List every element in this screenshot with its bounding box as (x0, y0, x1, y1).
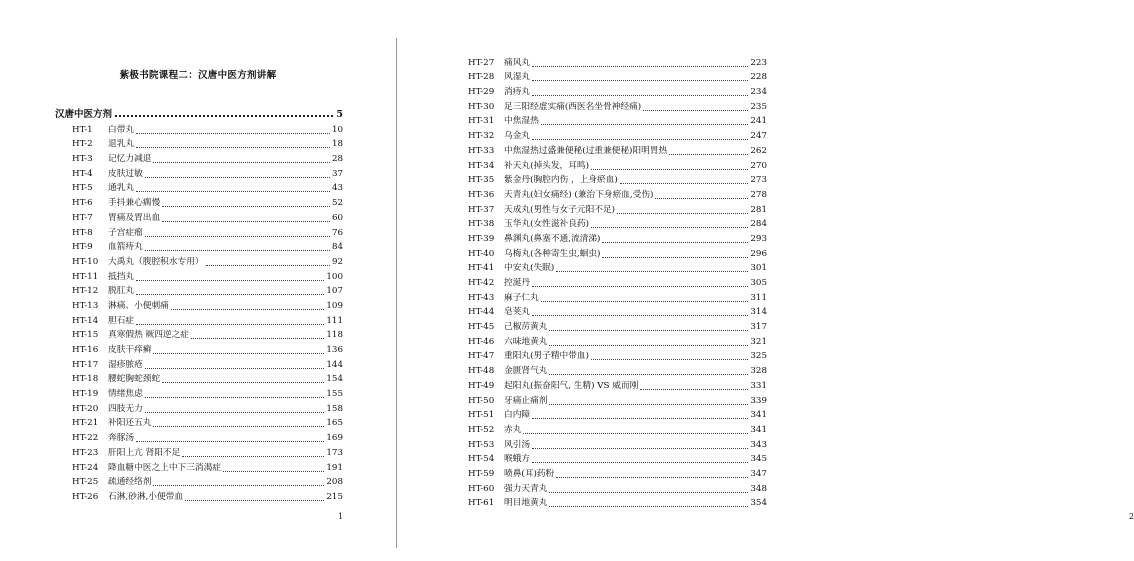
toc-entry[interactable] (72, 239, 343, 254)
toc-entry-code: HT-4 (72, 168, 93, 179)
toc-entry-label: 腰蛇胸蛇颈蛇 (108, 374, 161, 385)
toc-entry[interactable] (468, 274, 767, 289)
toc-leader-dots (532, 66, 748, 67)
toc-entry[interactable] (72, 150, 343, 165)
toc-entry-page: 60 (331, 212, 343, 223)
toc-entry-page: 247 (750, 131, 767, 142)
section-leader-dots (115, 115, 333, 117)
toc-entry[interactable] (72, 371, 343, 386)
toc-entry-page: 107 (326, 286, 343, 297)
toc-entry[interactable] (468, 142, 767, 157)
toc-entry-page: 144 (326, 359, 343, 370)
toc-entry[interactable] (72, 312, 343, 327)
toc-entry-code: HT-3 (72, 154, 93, 165)
toc-entry-label: 牙痛止痛剂 (504, 395, 548, 406)
toc-entry-label: 湿疹脓疮 (108, 359, 143, 370)
toc-entry-label: 中安丸(失眠) (504, 263, 555, 274)
toc-entry-label: 重阳丸(男子精中带血) (504, 351, 589, 362)
toc-entry[interactable] (72, 385, 343, 400)
toc-entry-label: 中焦湿热过盛兼便秘(过重兼便秘)阳明胃热 (504, 145, 668, 156)
toc-entry-page: 339 (750, 395, 767, 406)
toc-entry[interactable] (72, 459, 343, 474)
toc-entry-label: 麻子仁丸 (504, 292, 539, 303)
toc-entry[interactable] (468, 201, 767, 216)
toc-entry-code: HT-5 (72, 183, 93, 194)
toc-entry[interactable] (72, 194, 343, 209)
section-heading-page: 5 (336, 109, 343, 120)
toc-entry-label: 天成丸(男性与女子元阳不足) (504, 204, 616, 215)
toc-entry-label: 疏通经络剂 (108, 477, 152, 488)
toc-entry-label: 血箭痔丸 (108, 242, 143, 253)
toc-entry-page: 293 (750, 233, 767, 244)
toc-entry-label: 抵挡丸 (108, 271, 135, 282)
toc-entry-label: 紫金丹(胸腔内伤 ，上身瘀血) (504, 175, 618, 186)
toc-entry-code: HT-30 (468, 101, 495, 112)
toc-entry-code: HT-53 (468, 439, 495, 450)
toc-entry-code: HT-44 (468, 307, 495, 318)
toc-entry[interactable] (72, 224, 343, 239)
toc-entry-page: 296 (750, 248, 767, 259)
toc-entry-code: HT-61 (468, 498, 495, 509)
toc-entry-code: HT-29 (468, 87, 495, 98)
toc-entry-page: 165 (326, 418, 343, 429)
toc-leader-dots (145, 177, 330, 178)
toc-leader-dots (549, 330, 748, 331)
toc-entry-code: HT-33 (468, 145, 495, 156)
toc-entry[interactable] (72, 297, 343, 312)
toc-entry-page: 169 (326, 433, 343, 444)
section-heading-label: 汉唐中医方剂 (55, 109, 113, 120)
toc-entry-code: HT-43 (468, 292, 495, 303)
toc-entry-code: HT-37 (468, 204, 495, 215)
toc-entry[interactable] (72, 444, 343, 459)
toc-entry-label: 子宫症瘤 (108, 227, 143, 238)
document-title: 紫极书院课程二：汉唐中医方剂讲解 (119, 70, 277, 81)
toc-leader-dots (643, 110, 748, 111)
toc-entry-label: 控涎丹 (504, 278, 531, 288)
toc-entry-label: 皮肤干痒癣 (108, 345, 152, 355)
toc-entry[interactable] (468, 113, 767, 128)
toc-entry-page: 136 (326, 345, 343, 355)
toc-leader-dots (669, 154, 748, 155)
toc-entry[interactable] (72, 136, 343, 151)
toc-entry-page: 331 (750, 380, 767, 391)
toc-entry-label: 皂荚丸 (504, 307, 531, 318)
toc-leader-dots (591, 169, 748, 170)
toc-entry[interactable] (468, 377, 767, 392)
toc-leader-dots (532, 139, 748, 140)
toc-entry-label: 六味地黄丸 (504, 336, 548, 347)
toc-leader-dots (556, 271, 748, 272)
toc-list-right (468, 54, 767, 509)
toc-entry-label: 消痔丸 (504, 87, 531, 98)
toc-entry-label: 金匮肾气丸 (504, 366, 548, 377)
toc-entry[interactable] (468, 260, 767, 275)
toc-entry-label: 喉蛾方 (504, 454, 531, 465)
toc-entry-page: 305 (750, 278, 767, 288)
toc-entry-page: 328 (750, 366, 767, 377)
toc-entry[interactable] (468, 436, 767, 451)
toc-leader-dots (162, 382, 324, 383)
toc-entry[interactable] (72, 341, 343, 356)
toc-entry-page: 281 (750, 204, 767, 215)
toc-entry[interactable] (468, 407, 767, 422)
toc-entry-page: 314 (750, 307, 767, 318)
toc-entry[interactable] (72, 400, 343, 415)
toc-entry[interactable] (468, 157, 767, 172)
toc-leader-dots (532, 448, 748, 449)
toc-entry-code: HT-25 (72, 477, 99, 488)
toc-entry[interactable] (72, 283, 343, 298)
toc-entry-code: HT-52 (468, 424, 495, 435)
toc-entry-code: HT-18 (72, 374, 99, 385)
toc-leader-dots (206, 265, 330, 266)
toc-entry-code: HT-2 (72, 139, 93, 150)
toc-entry-page: 234 (750, 87, 767, 98)
toc-entry-code: HT-48 (468, 366, 495, 377)
toc-entry[interactable] (72, 165, 343, 180)
toc-entry-label: 大禹丸（腹腔积水专用） (108, 256, 204, 267)
toc-entry[interactable] (72, 180, 343, 195)
toc-entry[interactable] (468, 392, 767, 407)
toc-entry-page: 154 (326, 374, 343, 385)
toc-entry-page: 223 (750, 57, 767, 68)
toc-entry-code: HT-15 (72, 330, 99, 341)
toc-entry-label: 补阳还五丸 (108, 418, 152, 429)
toc-entry[interactable] (468, 495, 767, 510)
toc-entry-page: 301 (750, 263, 767, 274)
toc-entry-code: HT-32 (468, 131, 495, 142)
toc-leader-dots (153, 426, 324, 427)
toc-leader-dots (136, 324, 324, 325)
toc-entry[interactable] (468, 230, 767, 245)
toc-entry[interactable] (72, 474, 343, 489)
toc-leader-dots (191, 338, 324, 339)
toc-entry-label: 起阳丸(振奋阳气, 生精) VS 威而刚 (504, 380, 639, 391)
toc-entry[interactable] (468, 304, 767, 319)
toc-entry-page: 278 (750, 189, 767, 200)
toc-leader-dots (640, 389, 748, 390)
toc-entry-code: HT-36 (468, 189, 495, 200)
toc-leader-dots (532, 80, 748, 81)
toc-entry-page: 311 (750, 292, 767, 303)
toc-entry-code: HT-10 (72, 256, 99, 267)
toc-entry-code: HT-51 (468, 410, 495, 421)
toc-entry[interactable] (468, 54, 767, 69)
toc-entry[interactable] (468, 421, 767, 436)
toc-entry[interactable] (468, 186, 767, 201)
toc-leader-dots (145, 250, 330, 251)
toc-leader-dots (136, 133, 330, 134)
toc-leader-dots (541, 124, 749, 125)
toc-entry[interactable] (468, 83, 767, 98)
toc-leader-dots (532, 286, 748, 287)
toc-entry-code: HT-8 (72, 227, 93, 238)
toc-entry-page: 43 (331, 183, 343, 194)
toc-entry-page: 273 (750, 175, 767, 186)
toc-leader-dots (549, 404, 748, 405)
toc-leader-dots (136, 191, 330, 192)
toc-entry-code: HT-16 (72, 345, 99, 355)
toc-entry-code: HT-26 (72, 491, 99, 502)
toc-entry[interactable] (468, 289, 767, 304)
toc-leader-dots (145, 412, 325, 413)
toc-entry-code: HT-39 (468, 233, 495, 244)
toc-entry-code: HT-6 (72, 198, 93, 209)
toc-entry-label: 脱肛丸 (108, 286, 135, 297)
toc-entry-code: HT-17 (72, 359, 99, 370)
toc-leader-dots (162, 221, 330, 222)
toc-entry-page: 228 (750, 72, 767, 83)
toc-entry-label: 白带丸 (108, 124, 135, 135)
toc-entry-label: 石淋,砂淋,小便带血 (108, 491, 184, 502)
toc-entry-code: HT-49 (468, 380, 495, 391)
toc-entry-label: 情绪焦虑 (108, 389, 143, 400)
toc-leader-dots (655, 198, 748, 199)
toc-entry-page: 109 (326, 300, 343, 311)
toc-entry[interactable] (468, 318, 767, 333)
toc-entry-page: 84 (331, 242, 343, 253)
toc-entry-label: 通乳丸 (108, 183, 135, 194)
toc-entry-label: 己椒苈黄丸 (504, 322, 548, 333)
toc-entry-code: HT-12 (72, 286, 99, 297)
toc-entry-code: HT-46 (468, 336, 495, 347)
toc-leader-dots (136, 147, 330, 148)
page-number: 1 (338, 512, 344, 521)
toc-leader-dots (532, 315, 748, 316)
toc-entry-code: HT-13 (72, 300, 99, 311)
toc-leader-dots (591, 227, 748, 228)
toc-entry-label: 皮肤过敏 (108, 168, 143, 179)
toc-entry[interactable] (468, 362, 767, 377)
toc-entry-label: 天青丸(妇女痛经) (兼治下身瘀血,受伤) (504, 189, 654, 200)
toc-entry[interactable] (72, 209, 343, 224)
toc-entry-page: 111 (326, 315, 343, 326)
toc-leader-dots (145, 397, 325, 398)
toc-entry-label: 退乳丸 (108, 139, 135, 150)
toc-entry-page: 76 (331, 227, 343, 238)
toc-entry-label: 鼻渊丸(鼻塞不通,流清涕) (504, 233, 601, 244)
toc-leader-dots (620, 183, 749, 184)
toc-entry-page: 92 (331, 256, 343, 267)
toc-entry-label: 明目地黄丸 (504, 498, 548, 509)
toc-entry-page: 345 (750, 454, 767, 465)
toc-leader-dots (153, 485, 324, 486)
toc-entry-code: HT-19 (72, 389, 99, 400)
toc-entry-code: HT-1 (72, 124, 93, 135)
toc-entry[interactable] (72, 327, 343, 342)
toc-entry-page: 173 (326, 447, 343, 458)
toc-leader-dots (145, 236, 330, 237)
toc-entry-page: 262 (750, 145, 767, 156)
toc-leader-dots (541, 301, 749, 302)
toc-entry[interactable] (72, 268, 343, 283)
toc-leader-dots (171, 309, 325, 310)
toc-entry-code: HT-34 (468, 160, 495, 171)
toc-entry-label: 记忆力减退 (108, 154, 152, 165)
toc-entry-label: 补天丸(掉头发，耳鸣) (504, 160, 589, 171)
toc-entry-label: 肝阳上亢 肾阳不足 (108, 447, 181, 458)
toc-entry[interactable] (72, 253, 343, 268)
toc-leader-dots (549, 374, 748, 375)
toc-entry-code: HT-60 (468, 483, 495, 494)
toc-entry[interactable] (468, 333, 767, 348)
toc-entry-code: HT-27 (468, 57, 495, 68)
toc-leader-dots (602, 242, 748, 243)
toc-entry[interactable] (72, 356, 343, 371)
toc-entry-page: 343 (750, 439, 767, 450)
toc-entry-page: 347 (750, 468, 767, 479)
toc-entry[interactable] (468, 348, 767, 363)
toc-entry-page: 52 (331, 198, 343, 209)
toc-entry[interactable] (468, 216, 767, 231)
toc-leader-dots (182, 456, 324, 457)
toc-entry-code: HT-35 (468, 175, 495, 186)
toc-leader-dots (602, 257, 748, 258)
toc-entry-code: HT-31 (468, 116, 495, 127)
toc-entry-label: 玉华丸(女性滋补良药) (504, 219, 589, 230)
toc-leader-dots (556, 477, 748, 478)
toc-entry-page: 215 (326, 491, 343, 502)
toc-entry-page: 317 (750, 322, 767, 333)
toc-leader-dots (532, 462, 748, 463)
toc-entry-label: 乌金丸 (504, 131, 531, 142)
toc-entry-label: 赤丸 (504, 424, 522, 435)
toc-leader-dots (136, 441, 324, 442)
toc-entry-code: HT-11 (72, 271, 99, 282)
toc-entry-label: 中焦湿热 (504, 116, 539, 127)
toc-entry-page: 155 (326, 389, 343, 400)
toc-entry-label: 喷鼻(耳)药粉 (504, 468, 555, 479)
toc-entry-label: 胃痛及胃出血 (108, 212, 161, 223)
toc-entry-page: 341 (750, 424, 767, 435)
toc-entry-page: 321 (750, 336, 767, 347)
toc-entry-code: HT-9 (72, 242, 93, 253)
toc-entry-label: 降血糖中医之上中下三消渴症 (108, 462, 221, 473)
toc-entry-code: HT-14 (72, 315, 99, 326)
toc-leader-dots (185, 500, 324, 501)
toc-leader-dots (549, 492, 748, 493)
toc-entry-label: 真寒假热 厥四逆之症 (108, 330, 189, 341)
toc-entry-code: HT-38 (468, 219, 495, 230)
toc-leader-dots (549, 345, 748, 346)
toc-entry-page: 18 (331, 139, 343, 150)
toc-leader-dots (153, 162, 330, 163)
toc-entry-label: 手抖兼心瘸慢 (108, 198, 161, 209)
toc-entry[interactable] (72, 429, 343, 444)
toc-leader-dots (549, 506, 748, 507)
toc-leader-dots (523, 433, 748, 434)
toc-leader-dots (223, 471, 324, 472)
toc-entry-label: 强力天青丸 (504, 483, 548, 494)
toc-entry-label: 风引汤 (504, 439, 531, 450)
toc-entry-code: HT-42 (468, 278, 495, 288)
toc-entry[interactable] (468, 480, 767, 495)
toc-entry-page: 348 (750, 483, 767, 494)
toc-entry-page: 37 (331, 168, 343, 179)
toc-entry-page: 341 (750, 410, 767, 421)
toc-entry-label: 胆石症 (108, 315, 135, 326)
toc-entry-page: 284 (750, 219, 767, 230)
toc-entry-code: HT-54 (468, 454, 495, 465)
toc-list-left (72, 121, 343, 503)
toc-entry-label: 白内障 (504, 410, 531, 421)
toc-entry-label: 奔豚汤 (108, 433, 135, 444)
toc-entry-page: 354 (750, 498, 767, 509)
toc-entry-page: 235 (750, 101, 767, 112)
toc-leader-dots (532, 95, 748, 96)
page-number: 2 (1129, 512, 1134, 521)
toc-leader-dots (136, 280, 324, 281)
toc-entry-label: 足三阳经虚实痛(西医名坐骨神经痛) (504, 101, 642, 112)
toc-entry-label: 淋痛、小便刺痛 (108, 300, 169, 311)
left-page (0, 0, 396, 561)
toc-entry-code: HT-47 (468, 351, 495, 362)
toc-entry[interactable] (468, 69, 767, 84)
toc-entry-page: 118 (326, 330, 343, 341)
toc-entry-page: 28 (331, 154, 343, 165)
toc-entry[interactable] (468, 172, 767, 187)
toc-entry-code: HT-28 (468, 72, 495, 83)
toc-entry-page: 270 (750, 160, 767, 171)
toc-entry-code: HT-45 (468, 322, 495, 333)
toc-entry[interactable] (468, 98, 767, 113)
toc-entry[interactable] (72, 488, 343, 503)
toc-leader-dots (532, 418, 748, 419)
toc-entry[interactable] (72, 415, 343, 430)
toc-entry-page: 325 (750, 351, 767, 362)
section-heading[interactable] (55, 107, 343, 120)
toc-entry-label: 痛风丸 (504, 57, 531, 68)
toc-leader-dots (145, 368, 325, 369)
toc-entry-code: HT-20 (72, 403, 99, 414)
toc-entry-code: HT-24 (72, 462, 99, 473)
toc-entry[interactable] (468, 245, 767, 260)
toc-entry-code: HT-40 (468, 248, 495, 259)
toc-leader-dots (617, 213, 748, 214)
toc-leader-dots (162, 206, 330, 207)
toc-leader-dots (153, 353, 324, 354)
toc-entry-page: 208 (326, 477, 343, 488)
toc-entry[interactable] (468, 127, 767, 142)
toc-entry[interactable] (468, 465, 767, 480)
toc-entry-code: HT-7 (72, 212, 93, 223)
toc-entry-page: 241 (750, 116, 767, 127)
toc-entry[interactable] (72, 121, 343, 136)
toc-leader-dots (136, 294, 324, 295)
toc-entry-page: 10 (331, 124, 343, 135)
toc-entry-code: HT-41 (468, 263, 495, 274)
toc-entry-code: HT-23 (72, 447, 99, 458)
toc-entry-code: HT-50 (468, 395, 495, 406)
toc-entry-code: HT-21 (72, 418, 99, 429)
toc-entry-code: HT-59 (468, 468, 495, 479)
toc-entry-page: 158 (326, 403, 343, 414)
toc-entry-label: 风湿丸 (504, 72, 531, 83)
toc-entry-page: 191 (326, 462, 343, 473)
toc-entry-page: 100 (326, 271, 343, 282)
toc-entry[interactable] (468, 451, 767, 466)
toc-leader-dots (591, 359, 748, 360)
toc-entry-label: 乌梅丸(各种寄生虫,蛔虫) (504, 248, 601, 259)
toc-entry-label: 四肢无力 (108, 403, 143, 414)
toc-entry-code: HT-22 (72, 433, 99, 444)
